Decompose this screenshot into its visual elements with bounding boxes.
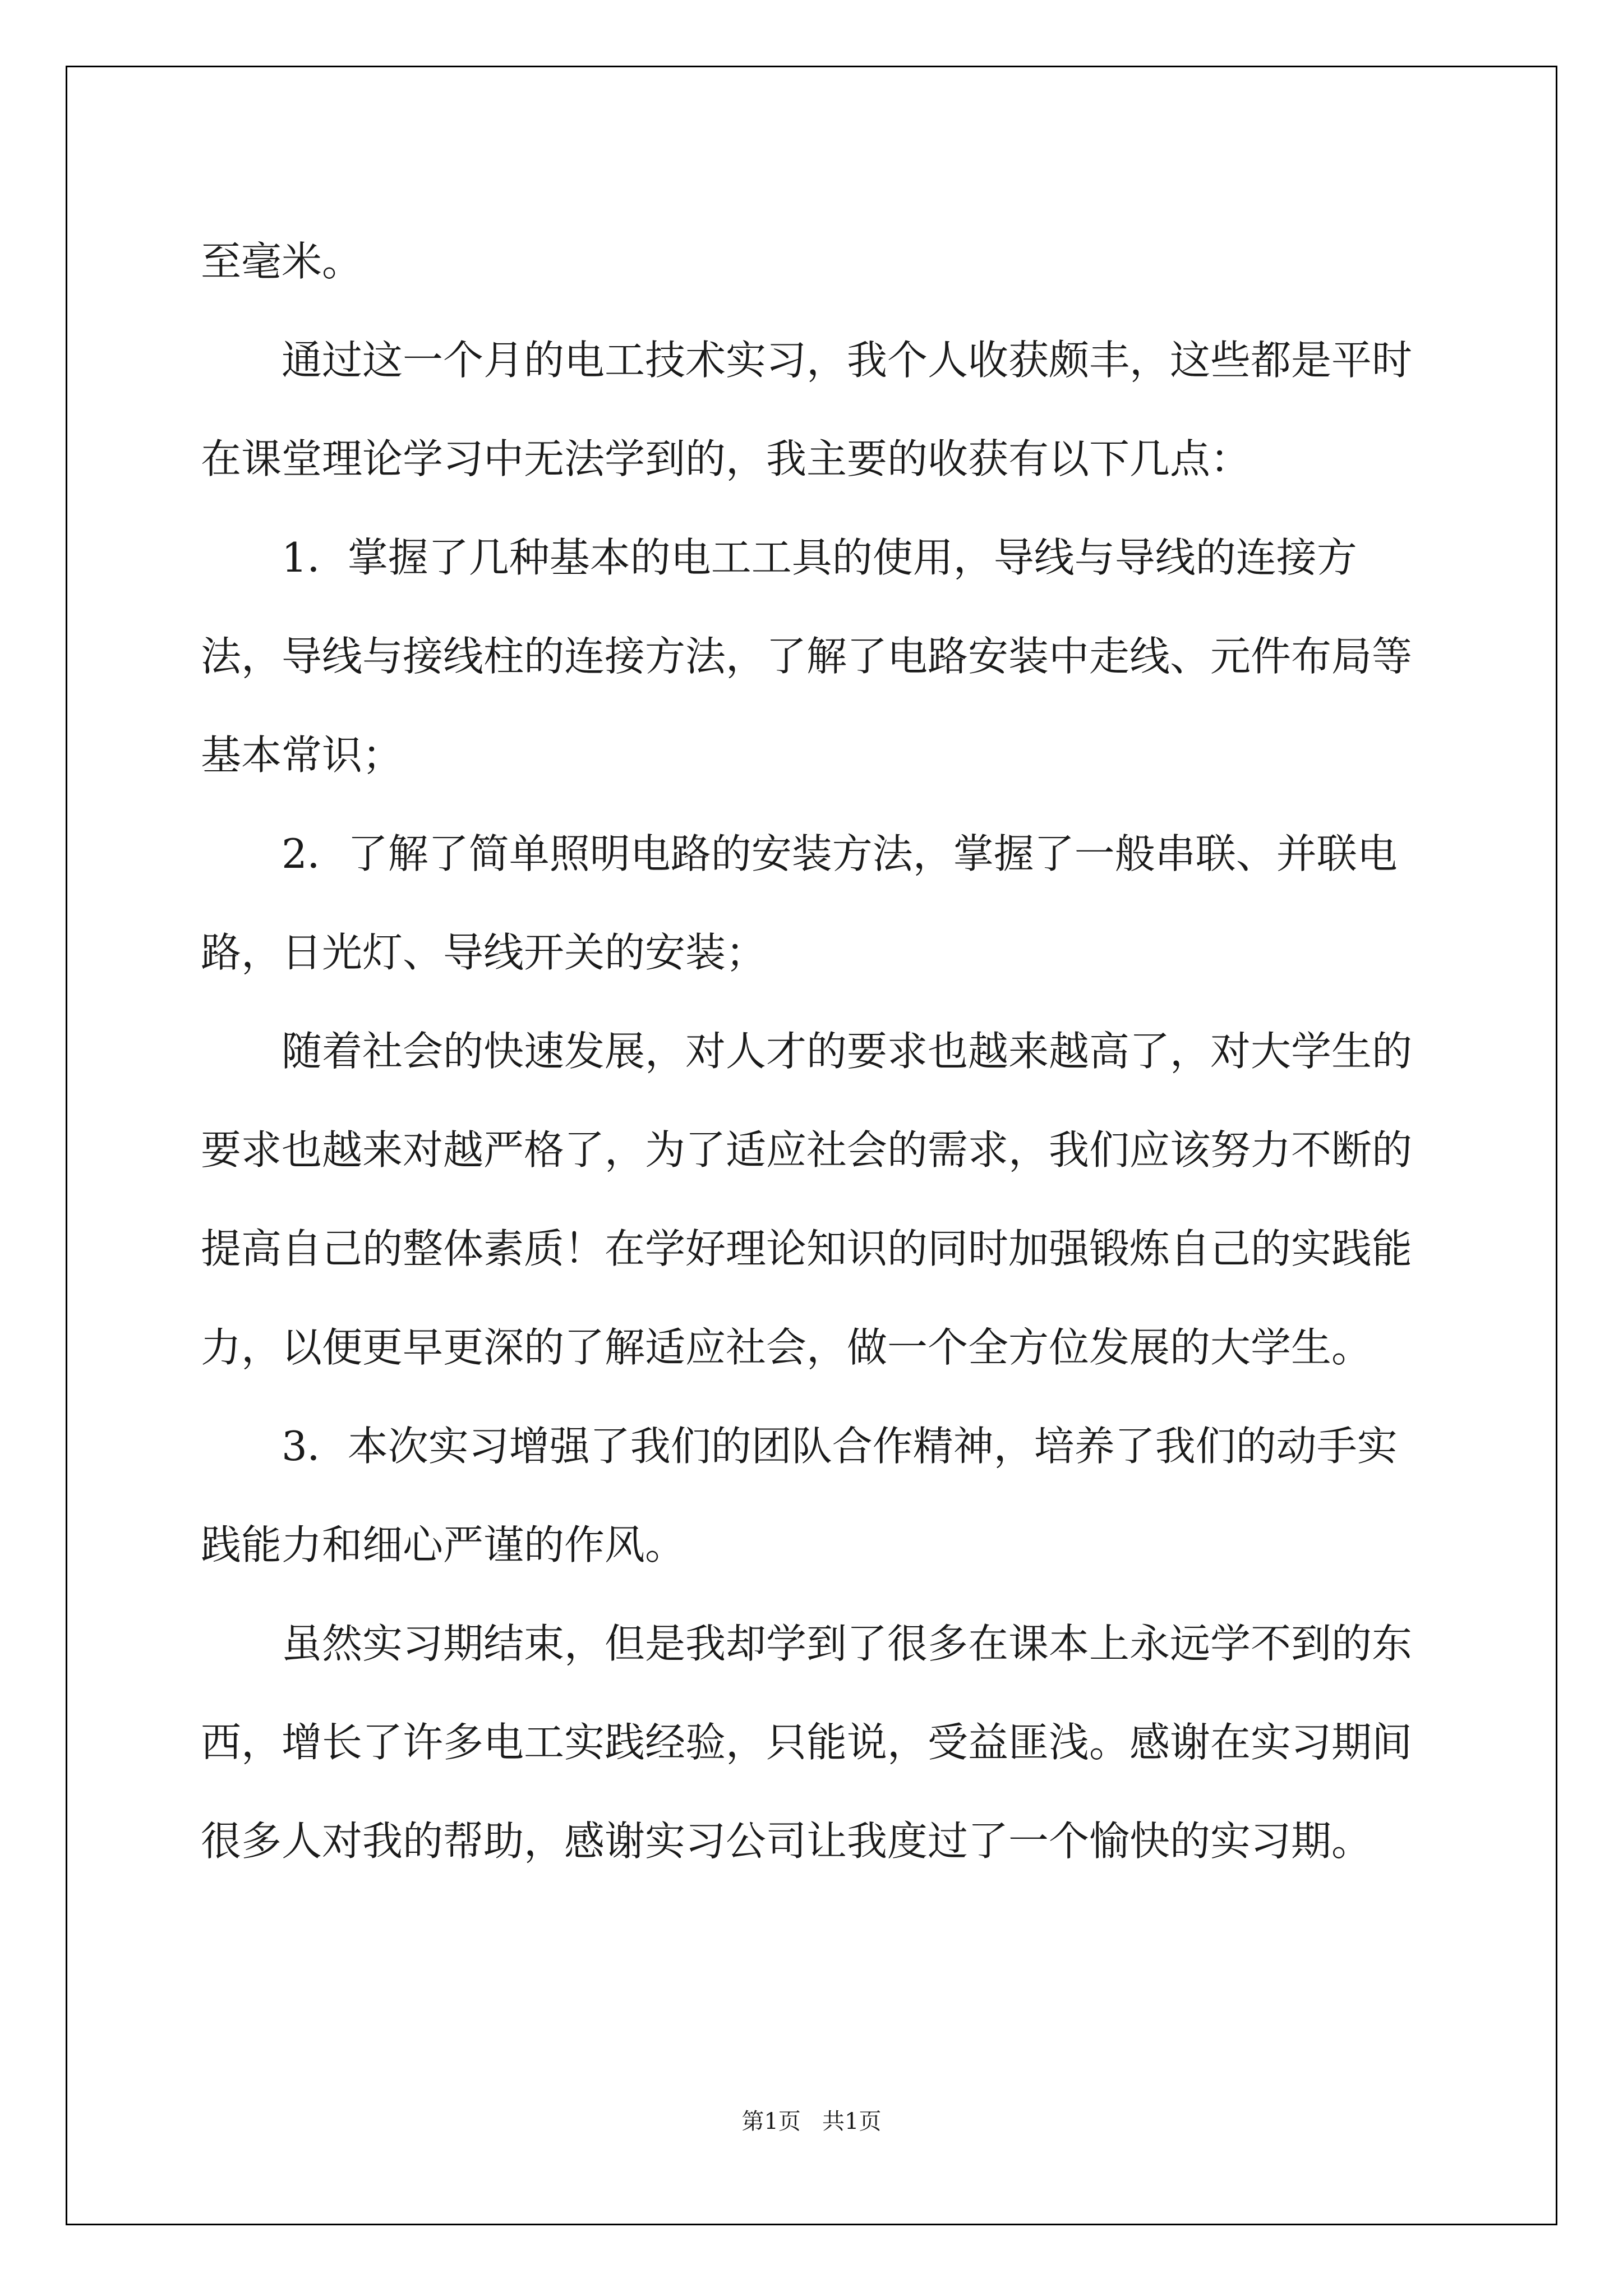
paragraph-3: 1．掌握了几种基本的电工工具的使用，导线与导线的连接方法，导线与接线柱的连接方法，了解了电路安装中走线、元件布局等基本常识； bbox=[201, 534, 1413, 779]
paragraph-7: 虽然实习期结束，但是我却学到了很多在课本上永远学不到的东西，增长了许多电工实践经验，只能说，受益匪浅。感谢在实习期间很多人对我的帮助，感谢实习公司让我度过了一个愉快的实习期。 bbox=[201, 1620, 1413, 1865]
paragraph-4: 2．了解了简单照明电路的安装方法，掌握了一般串联、并联电路，日光灯、导线开关的安装； bbox=[201, 830, 1398, 976]
page-footer: 第1页 共1页 bbox=[741, 2109, 882, 2134]
paragraph-2: 通过这一个月的电工技术实习，我个人收获颇丰，这些都是平时在课堂理论学习中无法学到的，我主要的收获有以下几点： bbox=[201, 337, 1413, 482]
document-body bbox=[201, 212, 1423, 1890]
paragraph-5: 随着社会的快速发展，对人才的要求也越来越高了，对大学生的要求也越来对越严格了，为了适应社会的需求，我们应该努力不断的提高自己的整体素质！在学好理论知识的同时加强锻炼自己的实践能力，以便更早更深的了解适应社会，做一个全方位发展的大学生。 bbox=[201, 1028, 1413, 1371]
paragraph-6: 3．本次实习增强了我们的团队合作精神，培养了我们的动手实践能力和细心严谨的作风。 bbox=[201, 1423, 1398, 1568]
paragraph-1: 至毫米。 bbox=[201, 238, 363, 285]
